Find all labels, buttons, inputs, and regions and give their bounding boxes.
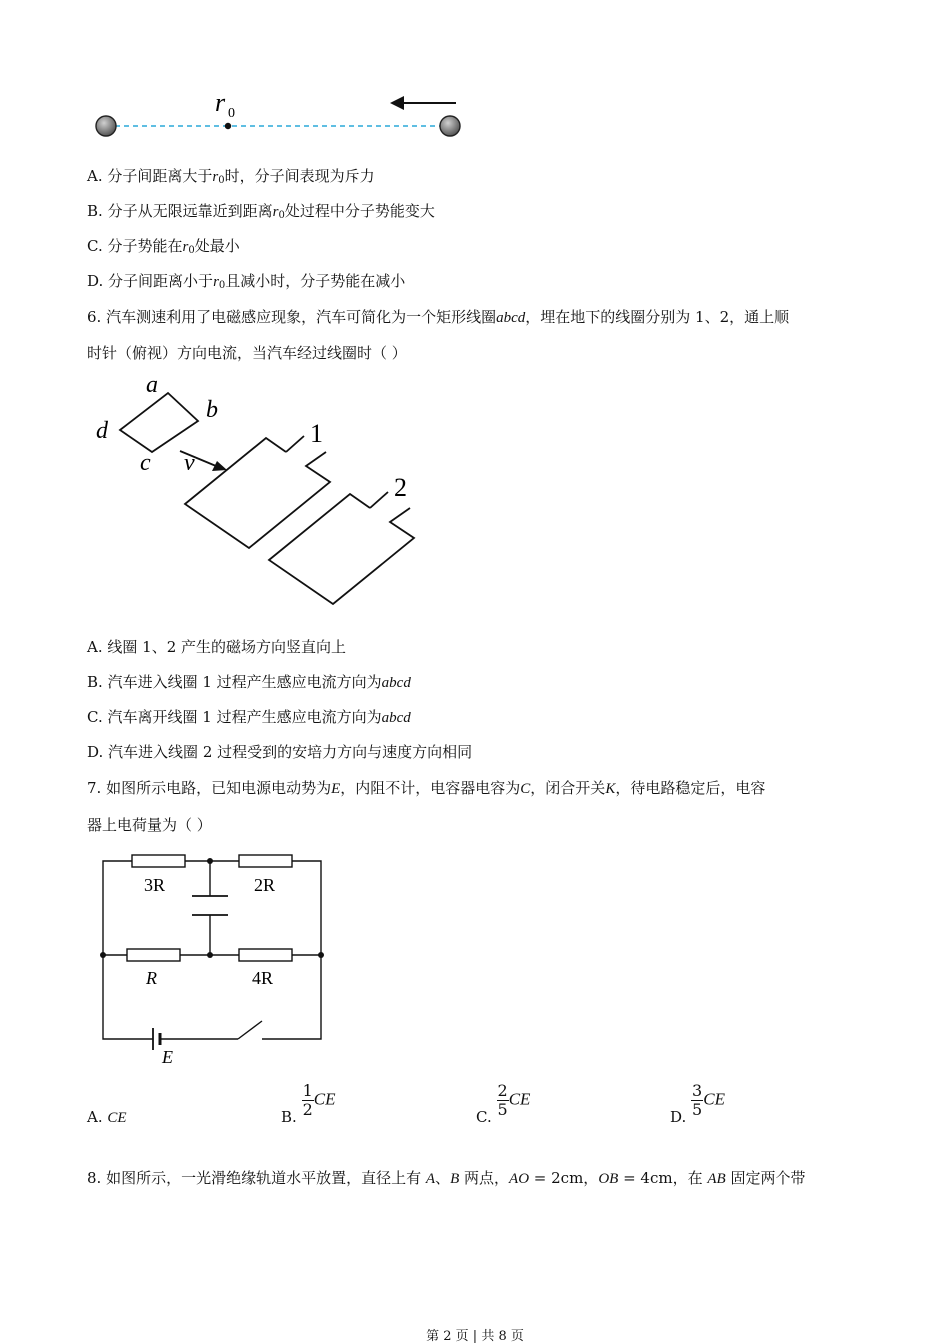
label-2R: 2R: [254, 875, 276, 895]
q5-option-d[interactable]: D. 分子间距离小于$r_0$且减小时，分子势能在减小: [87, 272, 406, 291]
label-b: b: [206, 397, 218, 423]
q8-stem-line1: 8. 如图所示，一光滑绝缘轨道水平放置，直径上有 A、B 两点，AO = 2cm，OB = 4cm，在 AB 固定两个带: [87, 1169, 806, 1187]
r0-label: r: [215, 88, 226, 117]
underground-coil-1-outline: [185, 438, 330, 548]
label-coil-1: 1: [310, 419, 323, 448]
molecule-left: [96, 116, 116, 136]
q6-stem-line2: 时针（俯视）方向电流，当汽车经过线圈时（ ）: [87, 344, 407, 362]
q7-stem-line1: 7. 如图所示电路，已知电源电动势为E，内阻不计，电容器电容为C，闭合开关K，待电路稳定后，电容: [87, 779, 766, 797]
label-a: a: [146, 372, 158, 398]
page-footer: 第 2 页 | 共 8 页: [426, 1329, 524, 1344]
q5-option-a[interactable]: A. 分子间距离大于$r_0$时，分子间表现为斥力: [87, 167, 375, 186]
circuit-figure: [96, 850, 332, 1070]
coil-figure: [88, 372, 428, 608]
q5-option-b[interactable]: B. 分子从无限远靠近到距离$r_0$处过程中分子势能变大: [87, 202, 435, 221]
q7-option-b[interactable]: B. $\frac{1}{2}$ CE: [281, 1081, 336, 1126]
q6-stem-line1: 6. 汽车测速利用了电磁感应现象，汽车可简化为一个矩形线圈abcd，埋在地下的线圈分别为 1、2，通上顺: [87, 308, 790, 326]
q6-option-c[interactable]: C. 汽车离开线圈 1 过程产生感应电流方向为abcd: [87, 708, 411, 726]
q7-option-a[interactable]: A. CE: [87, 1108, 127, 1126]
q6-option-d[interactable]: D. 汽车进入线圈 2 过程受到的安培力方向与速度方向相同: [87, 743, 473, 761]
label-R: R: [146, 968, 157, 988]
q7-option-c[interactable]: C. $\frac{2}{5}$ CE: [476, 1081, 531, 1126]
label-3R: 3R: [144, 875, 166, 895]
label-coil-2: 2: [394, 473, 407, 502]
molecule-right: [440, 116, 460, 136]
molecule-figure: [88, 84, 468, 144]
label-4R: 4R: [252, 968, 274, 988]
q6-option-b[interactable]: B. 汽车进入线圈 1 过程产生感应电流方向为abcd: [87, 673, 411, 691]
label-v: v: [184, 450, 195, 476]
resistor-3R: [132, 855, 185, 867]
label-d: d: [96, 418, 108, 444]
label-E: E: [162, 1047, 173, 1067]
q7-option-d[interactable]: D. $\frac{3}{5}$ CE: [670, 1081, 725, 1126]
switch-K: [238, 1021, 262, 1039]
left-arrow-icon: [390, 96, 404, 110]
q7-stem-line2: 器上电荷量为（ ）: [87, 816, 212, 834]
q5-option-c[interactable]: C. 分子势能在$r_0$处最小: [87, 237, 240, 256]
resistor-R: [127, 949, 180, 961]
r0-point: [225, 123, 231, 129]
underground-coil-2-outline: [269, 494, 414, 604]
label-c: c: [140, 450, 151, 476]
q6-option-a[interactable]: A. 线圈 1、2 产生的磁场方向竖直向上: [87, 638, 347, 656]
r0-subscript: 0: [228, 106, 235, 121]
car-coil-abcd: [120, 393, 198, 452]
resistor-2R: [239, 855, 292, 867]
resistor-4R: [239, 949, 292, 961]
